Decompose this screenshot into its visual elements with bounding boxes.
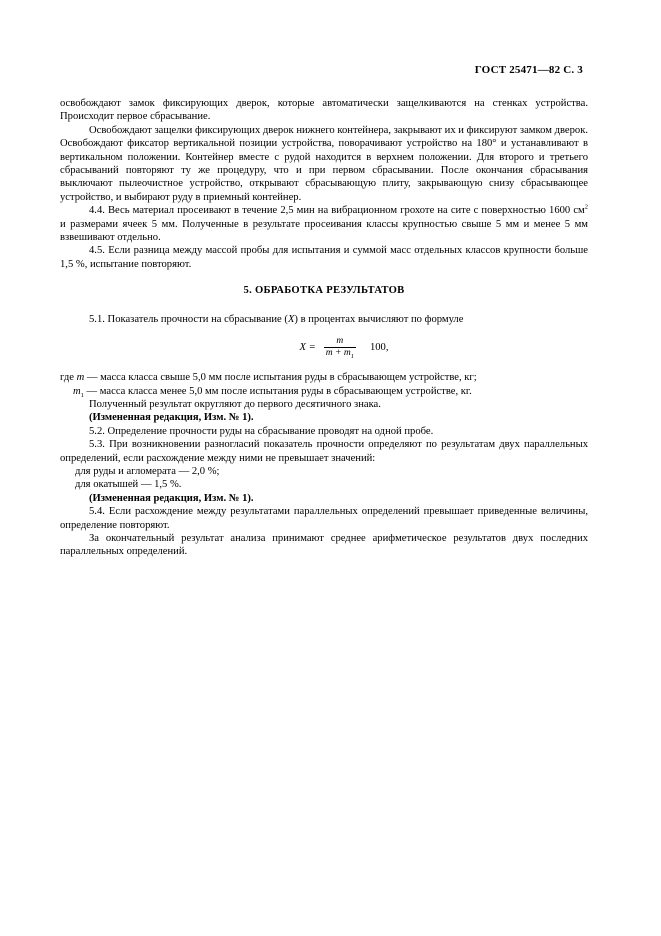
formula	[60, 336, 588, 359]
paragraph-final: За окончательный результат анализа принимают среднее арифметическое результатов двух последних параллельных определений.	[60, 532, 588, 558]
where-text-2: — масса класса менее 5,0 мм после испытания руды в сбрасывающем устройстве, кг.	[83, 385, 472, 397]
where-var-m: m	[76, 372, 85, 384]
where-text-1: — масса класса свыше 5,0 мм после испытания руды в сбрасывающем устройстве, кг;	[84, 372, 477, 384]
where-var-m1-sub: 1	[80, 391, 84, 399]
document-body	[60, 97, 588, 559]
paragraph-rounding: Полученный результат округляют до первого десятичного знака.	[89, 398, 381, 410]
formula-fraction	[324, 336, 356, 359]
paragraph-5-1	[60, 313, 588, 326]
formula-denominator	[324, 348, 356, 359]
formula-lhs: X =	[299, 341, 316, 353]
formula-multiplier: 100,	[369, 341, 389, 353]
variable-x: X	[287, 313, 295, 325]
formula-denominator-sub: 1	[350, 352, 354, 360]
paragraph-4-4-part-a: 4.4. Весь материал просеивают в течение 2,5 мин на вибрационном грохоте на сите с поверхностью 1600 см	[89, 205, 585, 217]
formula-numerator: m	[336, 336, 344, 347]
paragraph-door-latches: Освобождают защелки фиксирующих дверок нижнего контейнера, закрывают их и фиксируют замком дверок. Освобождают фиксатор вертикальной позиции устройства, поворачивают устройство на 180° и устанавливают в вертикальном положении. Контейнер вместе с рудой находится в верхнем положении. Для второго и третьего сбрасываний повторяют ту же процедуру, что и при первом сбрасывании. После окончания сбрасывания выключают пылеочистное устройство, открывают сбрасывающую плиту, закрывающую снизу сбрасывающее устройство, и выбирают руду в приемный контейнер.	[60, 124, 588, 203]
where-prefix: где	[60, 372, 77, 384]
amendment-note-1: (Измененная редакция, Изм. № 1).	[89, 412, 254, 424]
paragraph-5-2: 5.2. Определение прочности руды на сбрасывание проводят на одной пробе.	[89, 425, 434, 437]
formula-denominator-text: m + m	[325, 348, 351, 359]
limit-pellets: для окатышей — 1,5 %.	[75, 479, 182, 491]
section-title: 5. ОБРАБОТКА РЕЗУЛЬТАТОВ	[243, 285, 405, 297]
paragraph-4-4	[60, 204, 588, 244]
where-line-1	[60, 371, 588, 384]
amendment-note-2: (Измененная редакция, Изм. № 1).	[89, 492, 254, 504]
paragraph-5-3: 5.3. При возникновении разногласий показатель прочности определяют по результатам двух параллельных определений, если расхождение между ними не превышает значений:	[60, 439, 588, 464]
paragraph-4-4-part-b: и размерами ячеек 5 мм. Полученные в результате просеивания классы крупностью свыше 5 мм и менее 5 мм взвешивают отдельно.	[60, 218, 588, 244]
where-line-2	[60, 385, 588, 398]
paragraph-5-1-part-b: ) в процентах вычисляют по формуле	[294, 313, 464, 325]
paragraph-4-5: 4.5. Если разница между массой пробы для испытания и суммой масс отдельных классов крупности больше 1,5 %, испытание повторяют.	[60, 245, 588, 270]
paragraph-continuation: освобождают замок фиксирующих дверок, которые автоматически защелкиваются на стенках устройства. Происходит первое сбрасывание.	[60, 98, 588, 123]
superscript-2: 2	[584, 203, 588, 211]
paragraph-5-4: 5.4. Если расхождение между результатами параллельных определений превышает приведенные величины, определение повторяют.	[60, 506, 588, 531]
paragraph-5-1-part-a: 5.1. Показатель прочности на сбрасывание (	[89, 313, 288, 325]
limit-ores: для руды и агломерата — 2,0 %;	[75, 465, 220, 477]
page-header: ГОСТ 25471—82 С. 3	[474, 64, 583, 76]
where-var-m1: m	[73, 385, 81, 397]
